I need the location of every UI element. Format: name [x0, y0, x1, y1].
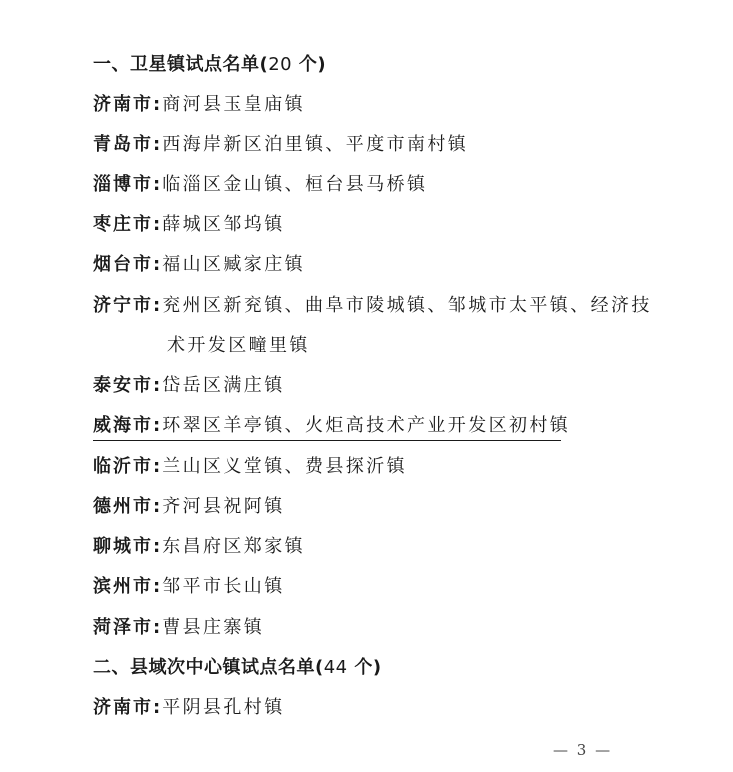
section-1-suffix: 个) — [292, 54, 327, 75]
town-list-continuation: 术开发区疃里镇 — [167, 335, 310, 356]
town-list: 商河县玉皇庙镇 — [162, 94, 306, 115]
town-list: 兖州区新兖镇、曲阜市陵城镇、邹城市太平镇、经济技 — [162, 295, 652, 316]
list-item — [93, 456, 653, 478]
city-label: 枣庄市: — [93, 214, 163, 235]
section-2-heading — [93, 657, 382, 679]
town-list: 邹平市长山镇 — [162, 576, 285, 597]
city-label: 淄博市: — [93, 174, 163, 195]
town-list: 兰山区义堂镇、费县探沂镇 — [162, 456, 408, 477]
list-item — [93, 295, 653, 317]
list-item — [93, 174, 653, 196]
list-item — [93, 375, 653, 397]
list-item — [93, 94, 653, 116]
section-1-heading — [93, 54, 326, 76]
list-item — [93, 697, 653, 719]
section-1-title: 一、卫星镇试点名单( — [93, 54, 269, 75]
town-list: 环翠区羊亭镇、火炬高技术产业开发区初村镇 — [162, 415, 571, 436]
town-list: 福山区臧家庄镇 — [162, 254, 306, 275]
town-list: 齐河县祝阿镇 — [162, 496, 285, 517]
town-list: 曹县庄寨镇 — [162, 617, 265, 638]
city-label: 滨州市: — [93, 576, 163, 597]
section-1-count: 20 — [268, 54, 293, 75]
list-item — [93, 576, 653, 598]
city-label: 菏泽市: — [93, 617, 163, 638]
section-2-suffix: 个) — [347, 657, 382, 678]
city-label: 泰安市: — [93, 375, 163, 396]
city-label: 青岛市: — [93, 134, 163, 155]
city-label: 济宁市: — [93, 295, 163, 316]
section-2-count: 44 — [323, 657, 348, 678]
city-label: 烟台市: — [93, 254, 163, 275]
list-item — [93, 134, 653, 156]
city-label: 济南市: — [93, 697, 163, 718]
list-item — [93, 496, 653, 518]
list-item — [93, 254, 653, 276]
city-label: 聊城市: — [93, 536, 163, 557]
town-list: 岱岳区满庄镇 — [162, 375, 285, 396]
list-item — [93, 536, 653, 558]
list-item — [93, 617, 653, 639]
town-list: 薛城区邹坞镇 — [162, 214, 285, 235]
underline-rule — [93, 440, 561, 441]
list-item — [93, 214, 653, 236]
city-label: 济南市: — [93, 94, 163, 115]
page-number: — 3 — — [553, 741, 613, 759]
list-item — [93, 415, 653, 437]
town-list: 平阴县孔村镇 — [162, 697, 285, 718]
town-list: 东昌府区郑家镇 — [162, 536, 306, 557]
town-list: 西海岸新区泊里镇、平度市南村镇 — [162, 134, 469, 155]
section-2-title: 二、县域次中心镇试点名单( — [93, 657, 324, 678]
city-label: 德州市: — [93, 496, 163, 517]
city-label: 威海市: — [93, 415, 163, 436]
city-label: 临沂市: — [93, 456, 163, 477]
town-list: 临淄区金山镇、桓台县马桥镇 — [162, 174, 428, 195]
